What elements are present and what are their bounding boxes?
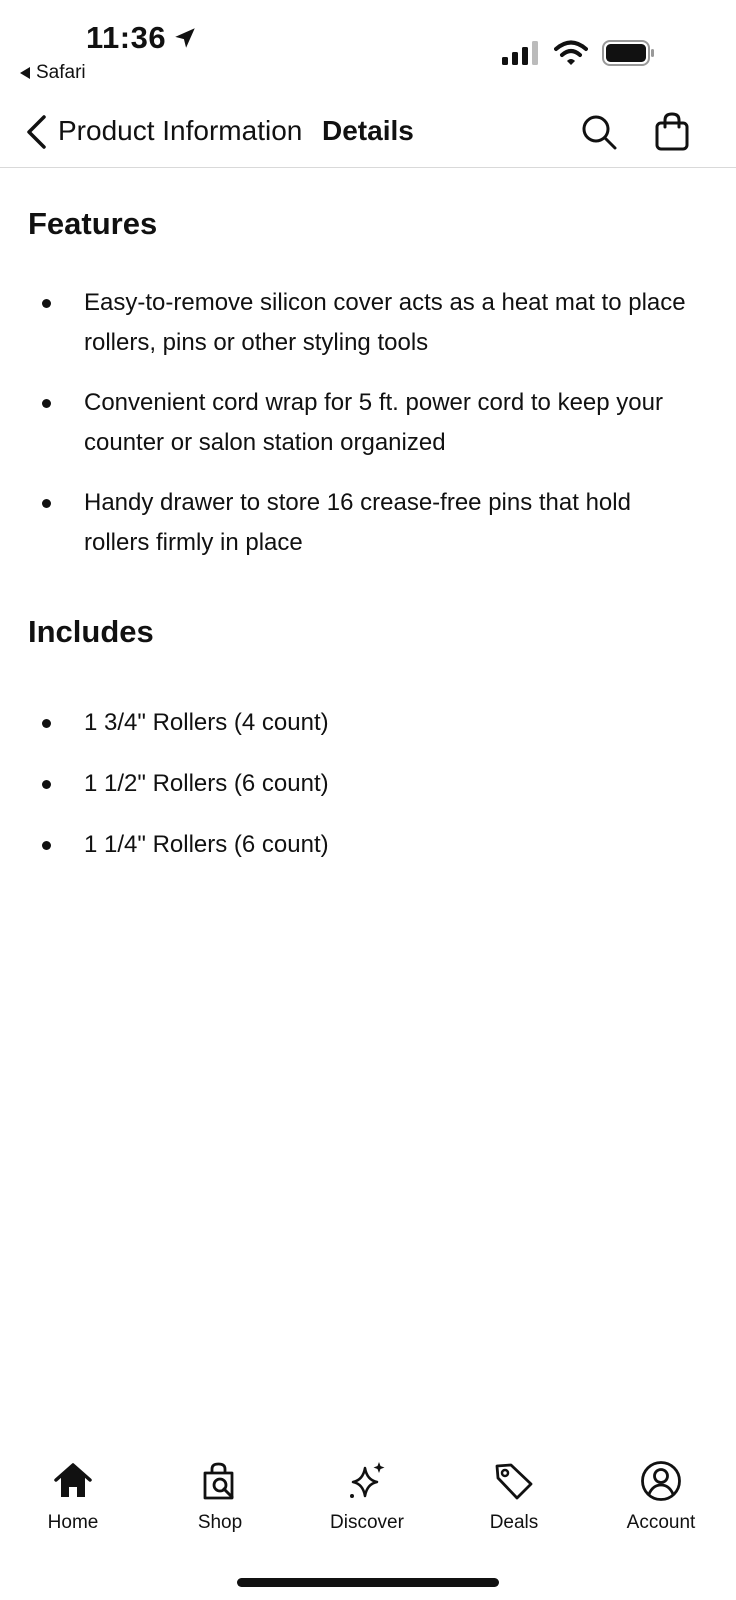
search-icon xyxy=(580,113,618,151)
tab-account[interactable] xyxy=(596,1460,726,1550)
tab-deals[interactable] xyxy=(449,1460,579,1550)
shopping-bag-icon xyxy=(654,111,690,151)
back-app-label: Safari xyxy=(36,62,86,83)
tab-label-shop: Shop xyxy=(197,1512,243,1533)
includes-heading: Includes xyxy=(28,614,154,649)
list-item: 1 1/4" Rollers (6 count) xyxy=(0,825,736,865)
features-list xyxy=(0,283,736,583)
home-icon xyxy=(52,1460,94,1502)
home-indicator xyxy=(237,1578,499,1587)
user-circle-icon xyxy=(640,1460,682,1502)
tab-shop[interactable] xyxy=(155,1460,285,1550)
back-triangle-icon xyxy=(20,67,30,79)
nav-title-product-information: Product Information xyxy=(58,115,303,146)
cellular-signal-icon xyxy=(502,41,540,65)
nav-title-details: Details xyxy=(322,115,414,146)
tab-discover[interactable] xyxy=(302,1460,432,1550)
status-bar xyxy=(0,0,736,92)
tab-home[interactable] xyxy=(8,1460,138,1550)
navigation-bar xyxy=(0,100,736,168)
shopping-bag-search-icon xyxy=(199,1460,241,1502)
battery-icon xyxy=(602,40,656,66)
status-time xyxy=(86,20,198,56)
system-icons xyxy=(502,40,656,66)
sparkles-icon xyxy=(346,1460,388,1502)
list-item: 1 3/4" Rollers (4 count) xyxy=(0,703,736,743)
back-to-safari[interactable] xyxy=(20,62,86,84)
list-item: Convenient cord wrap for 5 ft. power cord to keep your counter or salon station organized xyxy=(0,383,736,463)
chevron-left-icon xyxy=(24,114,48,150)
tab-label-account: Account xyxy=(626,1512,696,1533)
location-arrow-icon xyxy=(172,25,198,51)
back-button[interactable] xyxy=(18,110,54,154)
list-item: Handy drawer to store 16 crease-free pins that hold rollers firmly in place xyxy=(0,483,736,563)
tab-label-discover: Discover xyxy=(330,1512,404,1533)
time-text: 11:36 xyxy=(86,20,167,55)
search-button[interactable] xyxy=(578,110,620,154)
wifi-icon xyxy=(554,40,588,66)
tab-label-deals: Deals xyxy=(489,1512,539,1533)
includes-list xyxy=(0,703,736,886)
tag-icon xyxy=(493,1460,535,1502)
tab-label-home: Home xyxy=(47,1512,99,1533)
list-item: 1 1/2" Rollers (6 count) xyxy=(0,764,736,804)
features-heading: Features xyxy=(28,206,158,241)
list-item: Easy-to-remove silicon cover acts as a heat mat to place rollers, pins or other styling tools xyxy=(0,283,736,363)
cart-button[interactable] xyxy=(652,108,692,154)
tab-bar xyxy=(0,1460,736,1550)
